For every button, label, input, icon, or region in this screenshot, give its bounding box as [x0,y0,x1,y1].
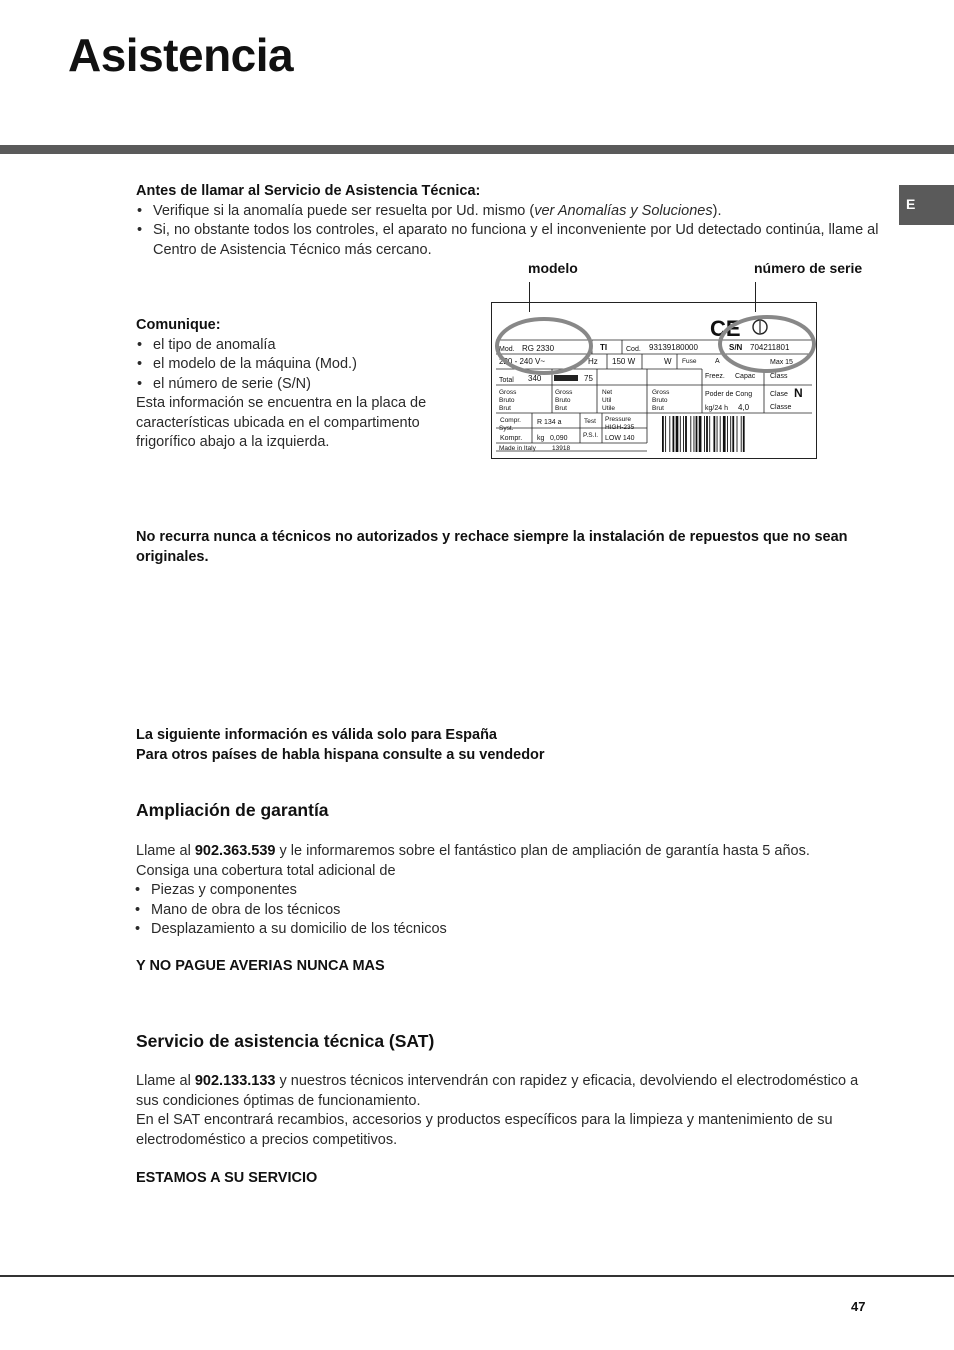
plate-kg-val: 0,090 [550,435,568,442]
plate-hz: Hz [588,357,598,366]
plate-util: Util [602,397,612,404]
sat-p2: En el SAT encontrará recambios, accesorios y productos específicos para la limpieza y mantenimiento de su electrodoméstico a precios competitivos. [136,1112,833,1148]
plate-freez: Freez. [705,373,725,380]
sat-slogan: ESTAMOS A SU SERVICIO [136,1170,318,1186]
communicate-section [136,316,466,453]
plate-r134: R 134 a [537,419,562,426]
footer-line [0,1275,954,1277]
plate-mod-label: Mod. [499,346,515,353]
plate-label-model: modelo [528,260,578,276]
plate-fuse: Fuse [682,358,697,365]
plate-net: Net [602,389,613,396]
plate-max: Max 15 [770,359,793,366]
plate-clase-val: N [794,386,803,400]
plate-capac: Capac [735,373,756,380]
plate-watts: 150 W [612,357,636,366]
list-item: • Mano de obra de los técnicos [134,901,876,921]
barcode-icon [662,416,745,452]
communicate-list [136,336,466,395]
list-item: • el modelo de la máquina (Mod.) [136,355,466,375]
plate-w2: W [664,357,672,366]
list-item: • Verifique si la anomalía puede ser resuelta por Ud. mismo (ver Anomalías y Soluciones). [136,202,886,222]
plate-total: Total [499,377,514,384]
spain-info-line1: La siguiente información es válida solo para España [136,727,497,743]
plate-syst: Syst. [499,425,514,432]
plate-kg24: kg/24 h [705,405,728,412]
plate-brut1: Brut [499,405,511,412]
plate-voltage: 220 - 240 V~ [499,357,546,366]
warranty-p2: Consiga una cobertura total adicional de [136,862,396,879]
warranty-section [136,842,876,940]
star-rating-icon [554,375,578,381]
before-call-section [136,182,886,260]
plate-sn-value: 704211801 [750,343,790,352]
plate-mod-value: RG 2330 [522,344,555,353]
spain-info-line2: Para otros países de habla hispana consulte a su vendedor [136,746,545,763]
warranty-p1: Llame al 902.363.539 y le informaremos sobre el fantástico plan de ampliación de garantía hasta 5 años. [136,843,810,859]
plate-psi: P.S.I. [583,432,599,439]
header-bar [0,145,954,154]
plate-utile: Utile [602,405,616,412]
plate-gross2: Gross [555,389,573,396]
plate-low: LOW 140 [605,435,635,442]
plate-classe: Classe [770,404,792,411]
sat-p1: Llame al 902.133.133 y nuestros técnicos intervendrán con rapidez y eficacia, devolviendo el electrodoméstico a sus condiciones óptimas de funcionamiento. [136,1073,859,1109]
plate-kg: kg [537,435,545,442]
plate-pressure: Pressure [605,416,632,423]
warranty-list [134,881,876,940]
list-item: • el número de serie (S/N) [136,375,466,395]
plate-kg24-val: 4,0 [738,403,750,412]
plate-clase: Clase [770,391,788,398]
warranty-slogan: Y NO PAGUE AVERIAS NUNCA MAS [136,958,385,974]
before-call-list [136,202,886,261]
plate-gross3: Gross [652,389,670,396]
plate-bruto2: Bruto [555,397,571,404]
plate-high: HIGH-235 [605,424,635,431]
list-item: • Desplazamiento a su domicilio de los técnicos [134,920,876,940]
plate-made: Made in Italy [499,445,536,452]
sat-phone: 902.133.133 [194,1073,276,1089]
plate-cod-label: Cod. [626,346,641,353]
before-call-heading: Antes de llamar al Servicio de Asistencia Técnica: [136,183,481,199]
warranty-heading: Ampliación de garantía [136,800,329,820]
plate-bruto1: Bruto [499,397,515,404]
language-tab: E [899,185,954,225]
plate-poder: Poder de Cong [705,391,753,398]
rating-plate [491,302,817,459]
sat-section [136,1072,866,1150]
plate-total-val: 340 [528,374,542,383]
page-title: Asistencia [68,29,294,81]
plate-gross1: Gross [499,389,517,396]
warranty-phone: 902.363.539 [194,843,276,859]
list-item: • Si, no obstante todos los controles, el aparato no funciona y el inconveniente por Ud detectado continúa, llame al Centro de Asistencia Técnico más cercano. [136,221,886,260]
plate-brut3: Brut [652,405,664,412]
sat-heading: Servicio de asistencia técnica (SAT) [136,1031,435,1051]
plate-kompr: Kompr. [500,435,523,442]
list-item: • el tipo de anomalía [136,336,466,356]
plate-total-val2: 75 [584,374,593,383]
plate-made-val: 13918 [552,445,571,452]
communicate-heading: Comunique: [136,317,221,333]
page-number: 47 [851,1299,866,1314]
ce-mark-icon: CE [710,316,741,341]
plate-compr: Compr. [500,417,521,424]
plate-bruto3: Bruto [652,397,668,404]
plate-class1: Class [770,373,788,380]
plate-label-serial: número de serie [754,260,863,276]
plate-cod-value: 93139180000 [649,343,698,352]
communicate-note: Esta información se encuentra en la placa de características ubicada en el compartimento frigorífico abajo a la izquierda. [136,395,427,450]
plate-amp: A [715,358,720,365]
plate-test: Test [584,418,596,425]
spain-info [136,726,876,765]
warning-text: No recurra nunca a técnicos no autorizados y rechace siempre la instalación de repuestos que no sean originales. [136,529,848,565]
plate-brut2: Brut [555,405,567,412]
list-item: • Piezas y componentes [134,881,876,901]
plate-sn-label: S/N [729,343,743,352]
plate-ti: TI [600,343,608,352]
